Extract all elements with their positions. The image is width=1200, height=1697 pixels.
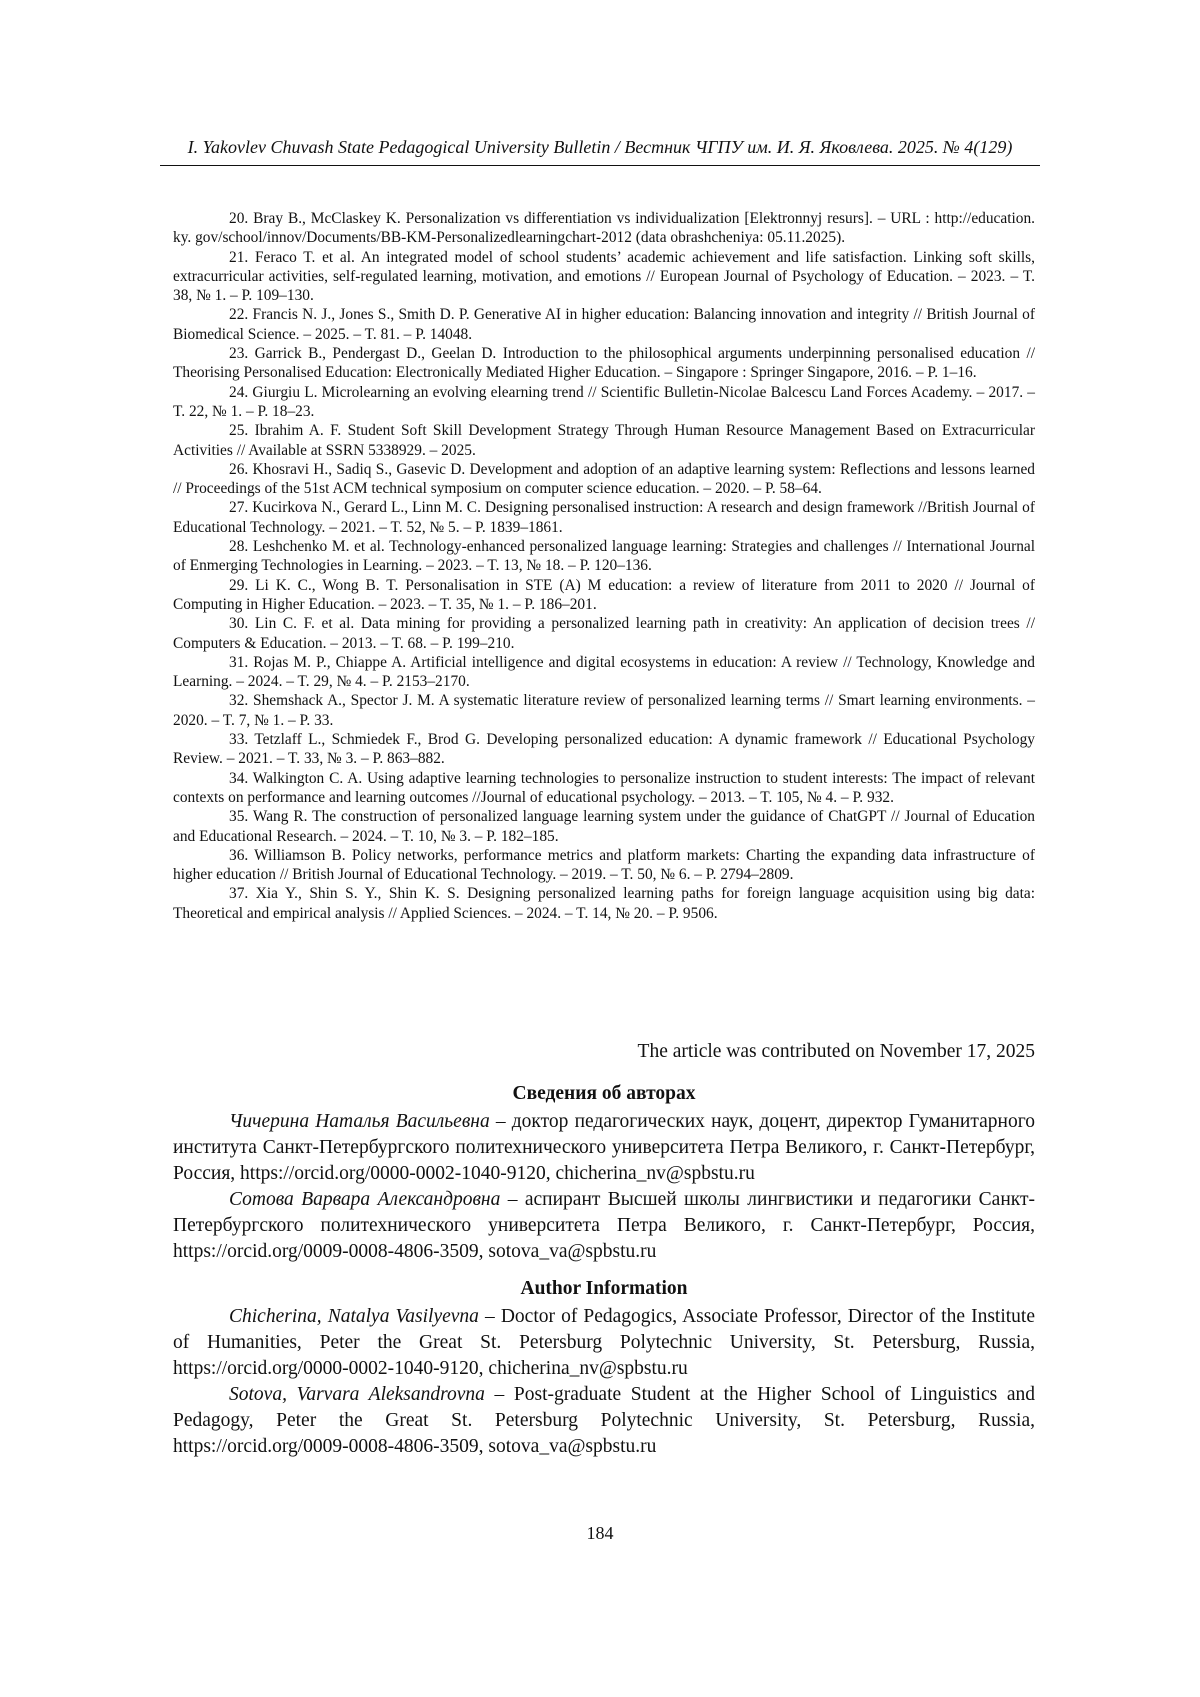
reference-item: 26. Khosravi H., Sadiq S., Gasevic D. Development and adoption of an adaptive learning system: Reflections and lessons learned // Proceedings of the 51st ACM technical symposium on computer science education. – 2020. – P. 58–64. [173, 460, 1035, 498]
authors-ru-section [173, 1081, 1035, 1265]
author-details: – Doctor of Pedagogics, Associate Professor, Director of the Institute of Humanities, Peter the Great St. Petersburg Polytechnic University, St. Petersburg, Russia, https://orcid.org/0000-0002-1040-9120, chicherina_nv@spbstu.ru [173, 1306, 1035, 1379]
reference-item: 27. Kucirkova N., Gerard L., Linn M. C. Designing personalised instruction: A research and design framework //British Journal of Educational Technology. – 2021. – T. 52, № 5. – P. 1839–1861. [173, 499, 1035, 536]
reference-item: 28. Leshchenko M. et al. Technology-enhanced personalized language learning: Strategies and challenges // International Journal of Enmerging Technologies in Learning. – 2023. – T. 13, № 18. – P. 120–136. [173, 538, 1035, 575]
reference-item: 22. Francis N. J., Jones S., Smith D. P. Generative AI in higher education: Balancing innovation and integrity // British Journal of Biomedical Science. – 2025. – T. 81. – P. 14048. [173, 306, 1035, 343]
author-details: – доктор педагогических наук, доцент, директор Гуманитарного института Санкт-Петербургского политехнического университета Петра Великого, г. Санкт-Петербург, Россия, https://orcid.org/0000-0002-1040-9120, chicherina_nv@spbstu.ru [173, 1111, 1035, 1184]
author-name: Сотова Варвара Александровна [229, 1189, 501, 1210]
authors-ru-heading: Сведения об авторах [512, 1083, 696, 1104]
reference-item: 37. Xia Y., Shin S. Y., Shin K. S. Designing personalized learning paths for foreign language acquisition using big data: Theoretical and empirical analysis // Applied Sciences. – 2024. – T. 14, № 20. – P. 9506. [173, 885, 1035, 922]
author-name: Чичерина Наталья Васильевна [229, 1111, 490, 1132]
reference-item: 36. Williamson B. Policy networks, performance metrics and platform markets: Charting the expanding data infrastructure of higher education // British Journal of Educational Technology. – 2019. – T. 50, № 6. – P. 2794–2809. [173, 846, 1035, 884]
author-details: – аспирант Высшей школы лингвистики и педагогики Санкт-Петербургского политехнического университета Петра Великого, г. Санкт-Петербург, Россия, https://orcid.org/0009-0008-4806-3509, sotova_va@spbstu.ru [173, 1189, 1035, 1262]
reference-item: 31. Rojas M. P., Chiappe A. Artificial intelligence and digital ecosystems in education: A review // Technology, Knowledge and Learning. – 2024. – T. 29, № 4. – P. 2153–2170. [173, 653, 1035, 691]
author-entry [173, 1304, 1035, 1382]
reference-item: 24. Giurgiu L. Microlearning an evolving elearning trend // Scientific Bulletin-Nicolae Balcescu Land Forces Academy. – 2017. – T. 22, № 1. – P. 18–23. [173, 383, 1035, 420]
authors-en-heading: Author Information [520, 1278, 688, 1299]
reference-item: 30. Lin C. F. et al. Data mining for providing a personalized learning path in creativity: An application of decision trees // Computers & Education. – 2013. – T. 68. – P. 199–210. [173, 615, 1035, 652]
author-name: Sotova, Varvara Aleksandrovna [229, 1384, 485, 1405]
reference-list [173, 209, 1035, 923]
authors-en-section [173, 1276, 1035, 1460]
author-name: Chicherina, Natalya Vasilyevna [229, 1306, 479, 1327]
reference-item: 34. Walkington C. A. Using adaptive learning technologies to personalize instruction to student interests: The impact of relevant contexts on performance and learning outcomes //Journal of educational psychology. – 2013. – T. 105, № 4. – P. 932. [173, 769, 1035, 806]
reference-item: 25. Ibrahim A. F. Student Soft Skill Development Strategy Through Human Resource Management Based on Extracurricular Activities // Available at SSRN 5338929. – 2025. [173, 422, 1035, 459]
running-header: I. Yakovlev Chuvash State Pedagogical University Bulletin / Вестник ЧГПУ им. И. Я. Яковлева. 2025. № 4(129) [187, 137, 1013, 157]
reference-item: 23. Garrick B., Pendergast D., Geelan D. Introduction to the philosophical arguments underpinning personalised education // Theorising Personalised Education: Electronically Mediated Higher Education. – Singapore : Springer Singapore, 2016. – P. 1–16. [173, 345, 1035, 382]
author-details: – Post-graduate Student at the Higher School of Linguistics and Pedagogy, Peter the Great St. Petersburg Polytechnic University, St. Petersburg, Russia, https://orcid.org/0009-0008-4806-3509, sotova_va@spbstu.ru [173, 1384, 1035, 1457]
header-divider [160, 165, 1040, 166]
reference-item: 29. Li K. C., Wong B. T. Personalisation in STE (A) M education: a review of literature from 2011 to 2020 // Journal of Computing in Higher Education. – 2023. – T. 35, № 1. – P. 186–201. [173, 576, 1035, 613]
reference-item: 35. Wang R. The construction of personalized language learning system under the guidance of ChatGPT // Journal of Education and Educational Research. – 2024. – T. 10, № 3. – P. 182–185. [173, 808, 1035, 845]
page-number: 184 [586, 1523, 614, 1543]
reference-item: 21. Feraco T. et al. An integrated model of school students’ academic achievement and life satisfaction. Linking soft skills, extracurricular activities, self-regulated learning, motivation, and emotions // European Journal of Psychology of Education. – 2023. – T. 38, № 1. – P. 109–130. [173, 248, 1035, 305]
author-entry [173, 1109, 1035, 1187]
reference-item: 33. Tetzlaff L., Schmiedek F., Brod G. Developing personalized education: A dynamic framework // Educational Psychology Review. – 2021. – T. 33, № 3. – P. 863–882. [173, 731, 1035, 768]
author-entry [173, 1187, 1035, 1265]
reference-item: 20. Bray B., McClaskey K. Personalization vs differentiation vs individualization [Elektronnyj resurs]. – URL : http://education. ky. gov/school/innov/Documents/BB-KM-Personalizedlearningchart-2012 (data obrashcheniya: 05.11.2025). [173, 210, 1035, 247]
contributed-date: The article was contributed on November 17, 2025 [637, 1041, 1035, 1062]
author-entry [173, 1382, 1035, 1460]
reference-item: 32. Shemshack A., Spector J. M. A systematic literature review of personalized learning terms // Smart learning environments. – 2020. – T. 7, № 1. – P. 33. [173, 692, 1035, 729]
